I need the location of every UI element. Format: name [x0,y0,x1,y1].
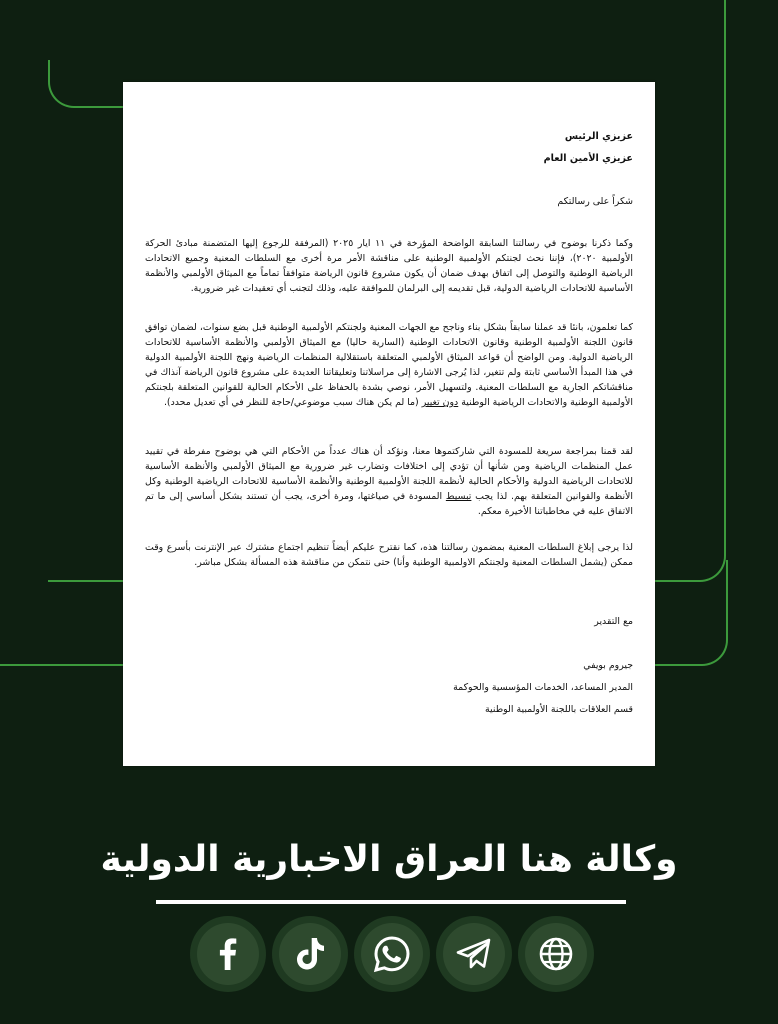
telegram-badge [443,923,505,985]
signer-department: قسم العلاقات باللجنة الأولمبية الوطنية [485,704,633,715]
agency-name: وكالة هنا العراق الاخبارية الدولية [100,839,678,880]
paragraph-3-underlined: تبسيط [445,491,472,502]
paragraph-3-text-b: المسودة في صياغتها، ومرة أخرى، يجب أن تستند بشكل أساسي إلى ما تم الاتفاق عليه في مخاطباتنا الأخيرة معكم. [145,491,633,517]
paragraph-1: وكما ذكرنا بوضوح في رسالتنا السابقة الواضحة المؤرخة في ١١ ايار ٢٠٢٥ (المرفقة للرجوع إليها المتضمنة مبادئ الحركة الأولمبية ٢٠٢٠)، فإننا نحث لجنتكم الأولمبية الوطنية على مناقشة الأمر مرة أخرى مع السلطات المعنية وجميع الاتحادات الرياضية الوطنية والتوصل إلى اتفاق بهدف ضمان أن يكون مشروع قانون الرياضة متوافقاً تماماً مع الميثاق الأولمبي والأنظمة الأساسية للاتحادات الرياضية الدولية، قبل تقديمه إلى البرلمان للموافقة عليه، وذلك لتجنب أي تعقيدات غير ضرورية. [145,238,634,294]
facebook-link[interactable] [190,916,266,992]
paragraph-2-underlined: دون تغيير [421,397,459,408]
paragraph-2-text-a: كما تعلمون، بانئا قد عملنا سابقاً بشكل بناء وناجح مع الجهات المعنية ولجنتكم الأولمبية الوطنية قبل بضع سنوات، لضمان توافق قانون اللجنة الأولمبية الوطنية وقانون الاتحادات الوطنية (السارية حاليا) مع الميثاق الأولمبي والأنظمة الأساسية للاتحادات الرياضية الدولية. ومن الواضح أن قواعد الميثاق الأولمبي المتعلقة باستقلالية المنظمات الرياضية ونهج اللجنة الأولمبية الدولية في هذا المبدأ الأساسي ثابتة ولم تتغير، لذا يُرجى الاشارة إلى مراسلاتنا وتعليقاتنا العديدة على مشروع قانون الرياضة آنذاك في مناقشاتكم الجارية مع السلطات المعنية. ولتسهيل الأمر، نوصي بشدة بالحفاظ على الأحكام الحالية للقوانين المتعلقة بلجنتكم الأولمبية الوطنية والاتحادات الرياضية الوطنية [145,322,633,408]
whatsapp-link[interactable] [354,916,430,992]
letter-document [123,82,655,766]
telegram-link[interactable] [436,916,512,992]
facebook-badge [197,923,259,985]
tiktok-badge [279,923,341,985]
paragraph-2-text-b: (ما لم يكن هناك سبب موضوعي/حاجة للنظر في أي تعديل محدد). [163,397,419,408]
tiktok-icon [290,934,330,974]
paragraph-3-text-a: لقد قمنا بمراجعة سريعة للمسودة التي شاركتموها معنا، ونؤكد أن هناك عدداً من الأحكام التي هي بوضوح مفرطة في تقييد عمل المنظمات الرياضية ومن شأنها أن تؤدي إلى اختلافات وتضارب غير ضرورية مع الميثاق الأولمبي والأنظمة الأساسية للاتحادات الرياضية الدولية والأحكام الحالية لأنظمة اللجنة الأولمبية الوطنية والأنظمة الأساسية للاتحادات الرياضية الوطنية وكل الأنظمة والقوانين المتعلقة بهم. لذا يجب [145,446,634,502]
greeting-president: عزيزي الرئيس [564,131,633,142]
website-badge [525,923,587,985]
website-link[interactable] [518,916,594,992]
facebook-icon [208,934,248,974]
brand-divider [156,900,626,904]
telegram-icon [454,934,494,974]
globe-icon [536,934,576,974]
whatsapp-badge [361,923,423,985]
whatsapp-icon [372,934,412,974]
paragraph-3 [145,444,633,519]
social-links [190,916,594,992]
greeting-secretary-general: عزيزي الأمين العام [543,153,633,164]
tiktok-link[interactable] [272,916,348,992]
signer-name: جيروم بويفي [583,660,633,671]
signer-title: المدير المساعد، الخدمات المؤسسية والحوكمة [453,682,633,693]
paragraph-2 [145,320,633,410]
thanks-line: شكراً على رسالتكم [557,196,633,207]
paragraph-4: لذا يرجى إبلاغ السلطات المعنية بمضمون رسالتنا هذه، كما نقترح عليكم أيضاً تنظيم اجتماع مشترك عبر الإنترنت بأسرع وقت ممكن (يشمل السلطات المعنية ولجنتكم الاولمبية الوطنية وأنا) حتى نتمكن من مناقشة هذه المسألة بشكل مباشر. [145,542,633,568]
closing-line: مع التقدير [594,616,633,627]
